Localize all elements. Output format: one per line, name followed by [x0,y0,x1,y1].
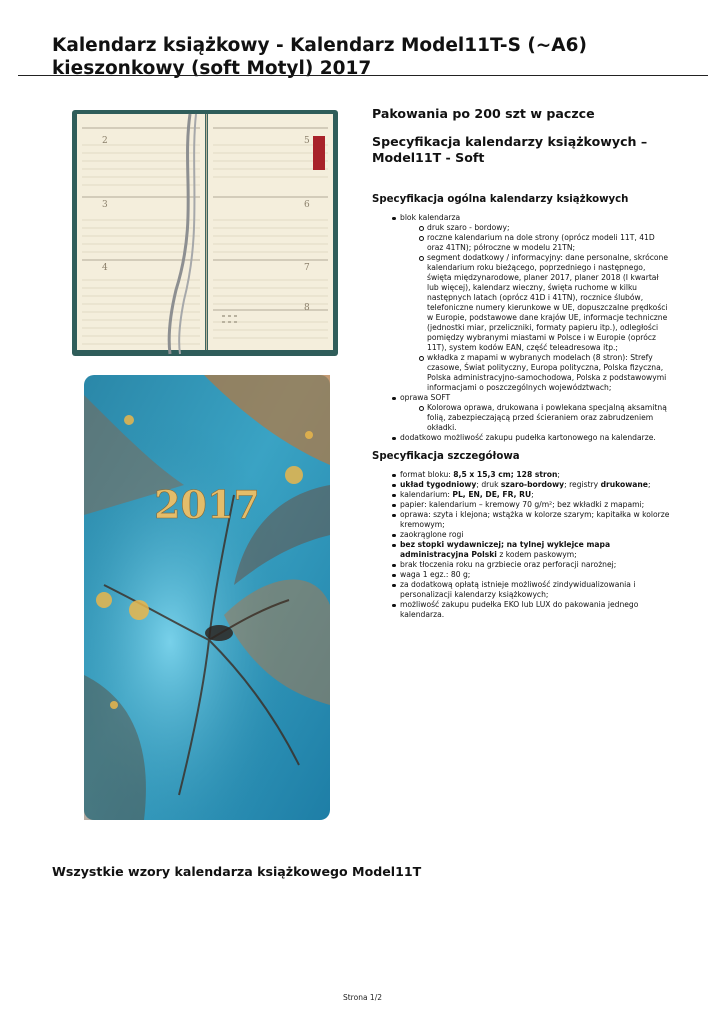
list-item: oprawa: szyta i klejona; wstążka w kolorze szarym; kapitałka w kolorze kremowym; [372,510,672,530]
spec-column [372,106,672,620]
block-label: blok kalendarza [400,213,461,222]
list-item: roczne kalendarium na dole strony (oprócz modeli 11T, 41D oraz 41TN); półroczne w modelu 21TN; [400,233,672,253]
list-item: papier: kalendarium – kremowy 70 g/m²; bez wkładki z mapami; [372,500,672,510]
list-item: segment dodatkowy / informacyjny: dane personalne, skrócone kalendarium roku bieżącego, poprzedniego i następnego, święta międzynarodowe, planer 2017, planer 2018 (I kwartał lub więcej), kalendarz wieczny, święta ruchome w kilku następnych latach (oprócz 41D i 41TN), rocznice ślubów, telefoniczne numery kierunkowe w UE, dopuszczalne prędkości w Europie, podstawowe dane krajów UE, informacje techniczne (jednostki miar, przeliczniki, formaty papieru itp.), odległości pomiędzy wybranymi miastami w Polsce i w Europie (oprócz 11T), system kodów EAN, część teleadresowa itp.; [400,253,672,353]
list-item [372,393,672,433]
list-item: układ tygodniowy; druk szaro-bordowy; registry drukowane; [372,480,672,490]
list-item: możliwość zakupu pudełka EKO lub LUX do pakowania jednego kalendarza. [372,600,672,620]
page-title: Kalendarz książkowy - Kalendarz Model11T-S (~A6) kieszonkowy (soft Motyl) 2017 [52,35,587,79]
list-item: Kolorowa oprawa, drukowana i powlekana specjalną aksamitną folią, zabezpieczającą przed ścieraniem oraz zabrudzeniem okładki. [400,403,672,433]
all-designs-heading: Wszystkie wzory kalendarza książkowego Model11T [52,864,422,879]
cover-label: oprawa SOFT [400,393,451,402]
cover-motyl-image [84,375,330,820]
svg-text:3: 3 [102,200,108,210]
svg-text:7: 7 [304,263,310,273]
list-item: za dodatkową opłatą istnieje możliwość zindywidualizowania i personalizacji kalendarzy książkowych; [372,580,672,600]
list-item: format bloku: 8,5 x 15,3 cm; 128 stron; [372,470,672,480]
list-item: dodatkowo możliwość zakupu pudełka kartonowego na kalendarze. [372,433,672,443]
list-item: zaokrąglone rogi [372,530,672,540]
general-spec-heading: Specyfikacja ogólna kalendarzy książkowych [372,194,629,205]
list-item: bez stopki wydawniczej; na tylnej wyklejce mapa administracyjna Polski z kodem paskowym; [372,540,672,560]
list-item [372,213,672,393]
svg-text:8: 8 [304,303,310,313]
svg-text:6: 6 [304,200,310,210]
title-divider [18,75,708,76]
detailed-spec-list [372,470,672,620]
spec-heading: Specyfikacja kalendarzy książkowych – Model11T - Soft [372,134,648,165]
list-item: druk szaro - bordowy; [400,223,672,233]
general-spec-list [372,213,672,443]
planner-open-image [72,110,338,356]
cover-year: 2017 [154,482,260,527]
page-number: Strona 1/2 [342,993,382,1002]
detailed-spec-heading: Specyfikacja szczegółowa [372,451,520,462]
list-item: waga 1 egz.: 80 g; [372,570,672,580]
svg-text:4: 4 [102,263,108,273]
packaging-heading: Pakowania po 200 szt w paczce [372,106,595,121]
svg-text:5: 5 [304,136,310,146]
list-item: wkładka z mapami w wybranych modelach (8 stron): Strefy czasowe, Świat polityczny, Europa polityczna, Polska fizyczna, Polska administracyjno-samochodowa, Polska z podstawowymi informacjami o poszczególnych województwach; [400,353,672,393]
list-item: brak tłoczenia roku na grzbiecie oraz perforacji narożnej; [372,560,672,570]
svg-text:2: 2 [102,136,108,146]
list-item: kalendarium: PL, EN, DE, FR, RU; [372,490,672,500]
